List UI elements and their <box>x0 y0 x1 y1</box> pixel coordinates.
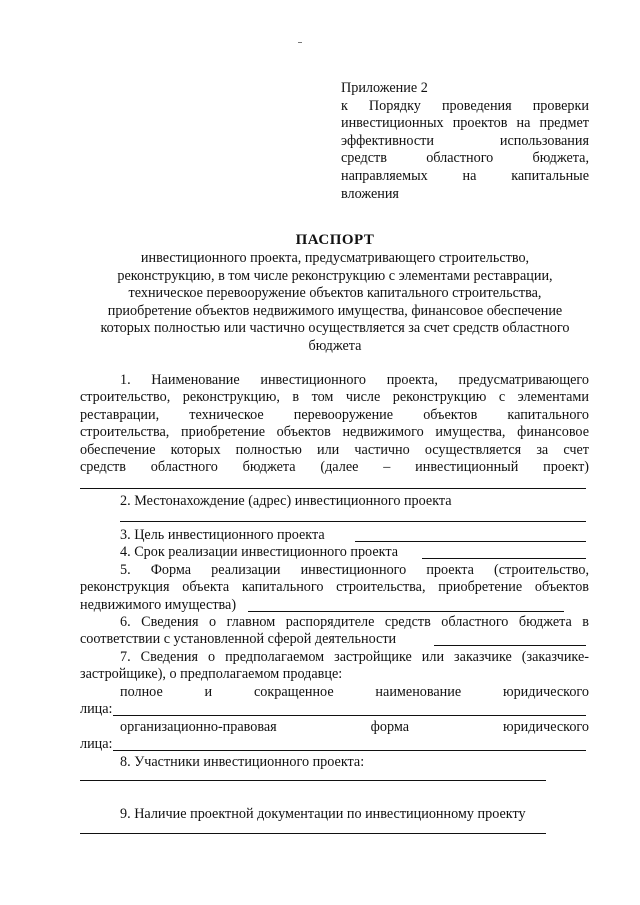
scan-mark <box>298 42 302 43</box>
item7-full-name-fill-line[interactable] <box>113 715 586 716</box>
appendix-line: направляемых на капитальные <box>341 167 589 184</box>
item1-line: 1. Наименование инвестиционного проекта, предусматривающего <box>120 372 589 388</box>
item4-fill-line[interactable] <box>422 558 586 559</box>
item6-line: соответствии с установленной сферой деятельности <box>80 631 397 647</box>
item1-line: средств областного бюджета (далее – инвестиционный проект) <box>80 459 589 475</box>
appendix-line: эффективности использования <box>341 132 589 149</box>
item1-fill-line[interactable] <box>80 488 586 489</box>
item3-label: 3. Цель инвестиционного проекта <box>120 527 325 543</box>
persons-label: лица: <box>80 736 113 752</box>
item8-label: 8. Участники инвестиционного проекта: <box>120 754 365 770</box>
item1-line: строительство, реконструкцию, в том числе реконструкцию с элементами <box>80 389 589 405</box>
item8-fill-line[interactable] <box>80 780 546 781</box>
subtitle-line: реконструкцию, в том числе реконструкцию с элементами реставрации, <box>117 267 553 284</box>
subtitle-line: бюджета <box>308 337 362 354</box>
appendix-line: Приложение 2 <box>341 80 428 96</box>
item3-fill-line[interactable] <box>355 541 586 542</box>
item2-label: 2. Местонахождение (адрес) инвестиционного проекта <box>120 493 452 509</box>
item7-line: застройщике), о предполагаемом продавце: <box>80 666 343 682</box>
subtitle-line: техническое перевооружение объектов капитального строительства, <box>128 285 542 302</box>
item7-line: 7. Сведения о предполагаемом застройщике или заказчике (заказчике- <box>120 649 589 665</box>
appendix-line: инвестиционных проектов на предмет <box>341 115 589 132</box>
document-subtitle <box>80 250 590 356</box>
item7-legal-form: организационно-правовая форма юридического <box>120 719 589 735</box>
subtitle-line: которых полностью или частично осуществляется за счет средств областного <box>100 320 570 337</box>
item9-fill-line[interactable] <box>80 833 546 834</box>
item1-line: строительства, приобретение объектов недвижимого имущества, финансовое <box>80 424 589 440</box>
item1-line: обеспечение которых полностью или частично осуществляется за счет <box>80 442 589 458</box>
item5-fill-line[interactable] <box>248 611 564 612</box>
subtitle-line: приобретение объектов недвижимого имущества, финансовое обеспечение <box>107 302 563 319</box>
item5-line: реконструкция объекта капитального строительства, приобретение объектов <box>80 579 589 595</box>
appendix-block <box>341 80 589 203</box>
item6-fill-line[interactable] <box>434 645 586 646</box>
item4-label: 4. Срок реализации инвестиционного проекта <box>120 544 398 560</box>
item6-line: 6. Сведения о главном распорядителе средств областного бюджета в <box>120 614 589 630</box>
item7-legal-form-fill-line[interactable] <box>113 750 586 751</box>
persons-label: лица: <box>80 701 113 717</box>
item7-full-name: полное и сокращенное наименование юридического <box>120 684 589 700</box>
item1-line: реставрации, техническое перевооружение объектов капитального <box>80 407 589 423</box>
appendix-line: средств областного бюджета, <box>341 150 589 167</box>
item9-label: 9. Наличие проектной документации по инвестиционному проекту <box>120 806 526 822</box>
document-title: ПАСПОРТ <box>295 232 375 248</box>
item5-line: 5. Форма реализации инвестиционного проекта (строительство, <box>120 562 589 578</box>
subtitle-line: инвестиционного проекта, предусматривающего строительство, <box>140 250 530 266</box>
appendix-line: вложения <box>341 185 399 202</box>
item5-line: недвижимого имущества) <box>80 597 237 613</box>
appendix-line: к Порядку проведения проверки <box>341 97 589 114</box>
item2-fill-line[interactable] <box>120 521 586 522</box>
